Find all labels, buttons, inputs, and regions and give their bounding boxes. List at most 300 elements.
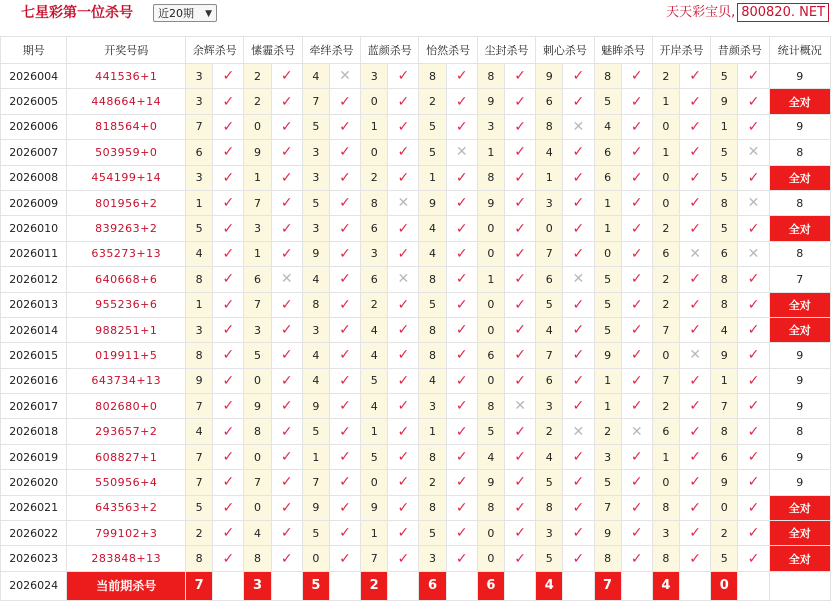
check-icon: ✓	[563, 190, 594, 215]
check-icon: ✓	[271, 419, 302, 444]
kill-number-cell: 9	[302, 394, 329, 419]
kill-number-cell: 8	[186, 546, 213, 571]
kill-number-cell: 0	[477, 241, 504, 266]
kill-number-table	[0, 36, 831, 601]
summary-cell: 8	[769, 419, 830, 444]
check-icon: ✓	[388, 470, 419, 495]
check-icon: ✓	[680, 317, 711, 342]
kill-number-cell: 8	[711, 190, 738, 215]
kill-number-cell: 3	[186, 165, 213, 190]
check-icon: ✓	[213, 343, 244, 368]
check-icon: ✓	[680, 64, 711, 89]
draw-number-cell: 643563+2	[67, 495, 186, 520]
kill-number-cell: 3	[302, 216, 329, 241]
period-cell: 2026008	[1, 165, 67, 190]
column-header: 愫霾杀号	[244, 37, 302, 64]
period-cell: 2026019	[1, 444, 67, 469]
period-cell: 2026010	[1, 216, 67, 241]
check-icon: ✓	[680, 419, 711, 444]
table-row	[1, 419, 831, 444]
kill-number-cell: 8	[419, 317, 446, 342]
kill-number-cell: 4	[536, 444, 563, 469]
kill-number-cell: 7	[302, 89, 329, 114]
kill-number-cell: 4	[594, 114, 621, 139]
check-icon: ✓	[271, 521, 302, 546]
draw-number-cell: 441536+1	[67, 64, 186, 89]
period-cell: 2026007	[1, 140, 67, 165]
check-icon: ✓	[563, 470, 594, 495]
column-header: 余辉杀号	[186, 37, 244, 64]
table-row	[1, 444, 831, 469]
kill-number-cell: 5	[361, 444, 388, 469]
draw-number-cell: 988251+1	[67, 317, 186, 342]
check-icon: ✓	[738, 343, 769, 368]
kill-number-cell: 9	[361, 495, 388, 520]
kill-number-cell: 4	[419, 368, 446, 393]
kill-number-cell: 2	[711, 521, 738, 546]
kill-number-cell: 1	[711, 114, 738, 139]
kill-number-cell: 0	[302, 546, 329, 571]
kill-number-cell: 9	[594, 343, 621, 368]
current-kill-label: 当前期杀号	[67, 571, 186, 600]
check-icon: ✓	[388, 165, 419, 190]
kill-number-cell: 7	[652, 317, 679, 342]
check-icon: ✓	[271, 64, 302, 89]
kill-number-cell: 9	[477, 190, 504, 215]
kill-number-cell: 0	[652, 190, 679, 215]
kill-number-cell: 5	[536, 546, 563, 571]
check-icon: ✓	[271, 89, 302, 114]
kill-number-cell: 6	[711, 241, 738, 266]
period-cell: 2026018	[1, 419, 67, 444]
check-icon: ✓	[563, 546, 594, 571]
draw-number-cell: 283848+13	[67, 546, 186, 571]
kill-number-cell: 5	[536, 470, 563, 495]
period-cell: 2026004	[1, 64, 67, 89]
kill-number-cell: 5	[361, 368, 388, 393]
period-select-value: 近20期	[158, 7, 194, 20]
kill-number-cell: 4	[244, 521, 271, 546]
check-icon: ✓	[738, 216, 769, 241]
summary-cell: 9	[769, 470, 830, 495]
draw-number-cell: 635273+13	[67, 241, 186, 266]
check-icon: ✓	[213, 495, 244, 520]
kill-number-cell: 2	[244, 64, 271, 89]
column-header: 昔颜杀号	[711, 37, 769, 64]
kill-number-cell: 3	[186, 317, 213, 342]
check-icon: ✓	[213, 521, 244, 546]
kill-number-cell: 0	[594, 241, 621, 266]
check-icon: ✓	[213, 470, 244, 495]
column-header: 刺心杀号	[536, 37, 594, 64]
check-icon: ✓	[388, 64, 419, 89]
kill-number-cell: 8	[711, 267, 738, 292]
summary-cell: 9	[769, 64, 830, 89]
check-icon: ✓	[446, 89, 477, 114]
column-header: 怡然杀号	[419, 37, 477, 64]
check-icon: ✓	[504, 267, 535, 292]
check-icon: ✓	[563, 343, 594, 368]
period-cell: 2026022	[1, 521, 67, 546]
kill-number-cell: 4	[361, 343, 388, 368]
kill-number-cell: 1	[361, 521, 388, 546]
kill-number-cell: 5	[302, 521, 329, 546]
draw-number-cell: 955236+6	[67, 292, 186, 317]
check-icon: ✓	[738, 165, 769, 190]
check-icon: ✓	[621, 343, 652, 368]
check-icon: ✓	[271, 394, 302, 419]
blank-cell	[563, 571, 594, 600]
check-icon: ✓	[680, 114, 711, 139]
summary-cell: 9	[769, 368, 830, 393]
check-icon: ✓	[446, 470, 477, 495]
kill-number-cell: 7	[361, 546, 388, 571]
kill-number-cell: 4	[419, 216, 446, 241]
check-icon: ✓	[271, 114, 302, 139]
kill-number-cell: 1	[594, 190, 621, 215]
kill-number-cell: 7	[186, 444, 213, 469]
kill-number-cell: 5	[419, 521, 446, 546]
check-icon: ✓	[446, 521, 477, 546]
header-row	[1, 37, 831, 64]
check-icon: ✓	[680, 394, 711, 419]
kill-number-cell: 4	[361, 317, 388, 342]
kill-number-cell: 4	[186, 419, 213, 444]
kill-number-cell: 8	[302, 292, 329, 317]
check-icon: ✓	[504, 140, 535, 165]
kill-number-cell: 5	[536, 292, 563, 317]
table-row	[1, 216, 831, 241]
check-icon: ✓	[504, 89, 535, 114]
cross-icon: ✕	[738, 241, 769, 266]
check-icon: ✓	[621, 292, 652, 317]
kill-number-cell: 1	[186, 292, 213, 317]
check-icon: ✓	[621, 495, 652, 520]
check-icon: ✓	[213, 140, 244, 165]
kill-number-cell: 3	[477, 114, 504, 139]
blank-cell	[769, 571, 830, 600]
blank-cell	[388, 571, 419, 600]
check-icon: ✓	[213, 64, 244, 89]
chevron-down-icon: ▼	[205, 9, 212, 19]
kill-number-cell: 6	[536, 368, 563, 393]
check-icon: ✓	[388, 368, 419, 393]
summary-cell: 全对	[769, 165, 830, 190]
current-kill-number: 5	[302, 571, 329, 600]
check-icon: ✓	[621, 64, 652, 89]
kill-number-cell: 0	[361, 470, 388, 495]
check-icon: ✓	[504, 521, 535, 546]
kill-number-cell: 8	[477, 64, 504, 89]
kill-number-cell: 0	[477, 368, 504, 393]
current-kill-number: 6	[419, 571, 446, 600]
kill-number-cell: 1	[361, 419, 388, 444]
check-icon: ✓	[680, 444, 711, 469]
kill-number-cell: 1	[711, 368, 738, 393]
kill-number-cell: 0	[477, 216, 504, 241]
kill-number-cell: 2	[186, 521, 213, 546]
kill-number-cell: 8	[419, 343, 446, 368]
kill-number-cell: 7	[244, 190, 271, 215]
kill-number-cell: 3	[302, 165, 329, 190]
kill-number-cell: 7	[652, 368, 679, 393]
check-icon: ✓	[563, 495, 594, 520]
table-row	[1, 368, 831, 393]
blank-cell	[446, 571, 477, 600]
check-icon: ✓	[563, 444, 594, 469]
kill-number-cell: 5	[419, 292, 446, 317]
kill-number-cell: 0	[244, 495, 271, 520]
table-row	[1, 267, 831, 292]
check-icon: ✓	[563, 165, 594, 190]
check-icon: ✓	[504, 343, 535, 368]
kill-number-cell: 3	[186, 89, 213, 114]
summary-cell: 全对	[769, 292, 830, 317]
check-icon: ✓	[388, 317, 419, 342]
table-row	[1, 343, 831, 368]
check-icon: ✓	[271, 216, 302, 241]
draw-number-cell: 839263+2	[67, 216, 186, 241]
blank-cell	[738, 571, 769, 600]
kill-number-cell: 7	[711, 394, 738, 419]
check-icon: ✓	[621, 317, 652, 342]
check-icon: ✓	[738, 394, 769, 419]
check-icon: ✓	[738, 114, 769, 139]
current-kill-number: 4	[652, 571, 679, 600]
check-icon: ✓	[504, 64, 535, 89]
check-icon: ✓	[680, 495, 711, 520]
table-row	[1, 495, 831, 520]
kill-number-cell: 8	[419, 444, 446, 469]
check-icon: ✓	[213, 546, 244, 571]
cross-icon: ✕	[621, 419, 652, 444]
period-cell: 2026021	[1, 495, 67, 520]
kill-number-cell: 4	[361, 394, 388, 419]
check-icon: ✓	[680, 292, 711, 317]
check-icon: ✓	[621, 394, 652, 419]
kill-number-cell: 1	[536, 165, 563, 190]
column-header: 统计概况	[769, 37, 830, 64]
kill-number-cell: 2	[361, 292, 388, 317]
kill-number-cell: 2	[536, 419, 563, 444]
check-icon: ✓	[388, 89, 419, 114]
kill-number-cell: 8	[419, 64, 446, 89]
check-icon: ✓	[271, 470, 302, 495]
kill-number-cell: 4	[477, 444, 504, 469]
kill-number-cell: 9	[419, 190, 446, 215]
check-icon: ✓	[621, 546, 652, 571]
check-icon: ✓	[738, 89, 769, 114]
period-select[interactable]	[153, 4, 217, 22]
kill-number-cell: 0	[477, 546, 504, 571]
check-icon: ✓	[213, 292, 244, 317]
check-icon: ✓	[271, 495, 302, 520]
kill-number-cell: 2	[652, 216, 679, 241]
period-cell: 2026017	[1, 394, 67, 419]
kill-number-cell: 8	[652, 495, 679, 520]
column-header: 蓝颜杀号	[361, 37, 419, 64]
kill-number-cell: 4	[536, 140, 563, 165]
kill-number-cell: 1	[186, 190, 213, 215]
check-icon: ✓	[563, 241, 594, 266]
check-icon: ✓	[504, 165, 535, 190]
check-icon: ✓	[388, 343, 419, 368]
check-icon: ✓	[738, 317, 769, 342]
check-icon: ✓	[213, 190, 244, 215]
cross-icon: ✕	[680, 241, 711, 266]
check-icon: ✓	[621, 114, 652, 139]
check-icon: ✓	[446, 495, 477, 520]
cross-icon: ✕	[738, 140, 769, 165]
kill-number-cell: 8	[186, 267, 213, 292]
cross-icon: ✕	[388, 267, 419, 292]
check-icon: ✓	[388, 140, 419, 165]
kill-number-cell: 5	[594, 470, 621, 495]
kill-number-cell: 0	[244, 114, 271, 139]
check-icon: ✓	[446, 368, 477, 393]
kill-number-cell: 4	[302, 343, 329, 368]
kill-number-cell: 3	[244, 317, 271, 342]
check-icon: ✓	[213, 165, 244, 190]
check-icon: ✓	[621, 368, 652, 393]
summary-cell: 全对	[769, 89, 830, 114]
kill-number-cell: 7	[536, 241, 563, 266]
check-icon: ✓	[563, 292, 594, 317]
kill-number-cell: 4	[302, 64, 329, 89]
table-row	[1, 114, 831, 139]
kill-number-cell: 0	[652, 343, 679, 368]
draw-number-cell: 818564+0	[67, 114, 186, 139]
kill-number-cell: 1	[594, 368, 621, 393]
kill-number-cell: 5	[302, 190, 329, 215]
check-icon: ✓	[446, 190, 477, 215]
check-icon: ✓	[329, 546, 360, 571]
check-icon: ✓	[563, 140, 594, 165]
kill-number-cell: 2	[419, 89, 446, 114]
check-icon: ✓	[504, 241, 535, 266]
kill-number-cell: 5	[244, 343, 271, 368]
blank-cell	[329, 571, 360, 600]
check-icon: ✓	[388, 241, 419, 266]
check-icon: ✓	[621, 216, 652, 241]
check-icon: ✓	[680, 165, 711, 190]
period-cell: 2026020	[1, 470, 67, 495]
check-icon: ✓	[329, 165, 360, 190]
kill-number-cell: 3	[419, 546, 446, 571]
kill-number-cell: 3	[186, 64, 213, 89]
check-icon: ✓	[446, 343, 477, 368]
check-icon: ✓	[680, 89, 711, 114]
draw-number-cell: 448664+14	[67, 89, 186, 114]
current-kill-number: 4	[536, 571, 563, 600]
check-icon: ✓	[504, 546, 535, 571]
kill-number-cell: 2	[594, 419, 621, 444]
check-icon: ✓	[329, 114, 360, 139]
check-icon: ✓	[329, 190, 360, 215]
draw-number-cell: 293657+2	[67, 419, 186, 444]
check-icon: ✓	[213, 419, 244, 444]
check-icon: ✓	[213, 317, 244, 342]
kill-number-cell: 1	[419, 165, 446, 190]
kill-number-cell: 0	[244, 368, 271, 393]
kill-number-cell: 9	[244, 394, 271, 419]
kill-number-cell: 5	[186, 216, 213, 241]
check-icon: ✓	[680, 521, 711, 546]
brand[interactable]	[666, 3, 829, 23]
check-icon: ✓	[738, 546, 769, 571]
kill-number-cell: 5	[711, 140, 738, 165]
kill-number-cell: 7	[186, 114, 213, 139]
kill-number-cell: 6	[652, 241, 679, 266]
kill-number-cell: 0	[536, 216, 563, 241]
check-icon: ✓	[621, 165, 652, 190]
check-icon: ✓	[504, 317, 535, 342]
draw-number-cell: 640668+6	[67, 267, 186, 292]
check-icon: ✓	[213, 114, 244, 139]
kill-number-cell: 0	[652, 470, 679, 495]
kill-number-cell: 0	[361, 89, 388, 114]
check-icon: ✓	[621, 521, 652, 546]
kill-number-cell: 5	[477, 419, 504, 444]
check-icon: ✓	[738, 368, 769, 393]
check-icon: ✓	[446, 419, 477, 444]
draw-number-cell: 503959+0	[67, 140, 186, 165]
kill-number-cell: 4	[536, 317, 563, 342]
check-icon: ✓	[738, 521, 769, 546]
check-icon: ✓	[213, 216, 244, 241]
table-row	[1, 64, 831, 89]
check-icon: ✓	[504, 216, 535, 241]
brand-text: 天天彩宝贝,	[666, 5, 736, 20]
kill-number-cell: 8	[652, 546, 679, 571]
check-icon: ✓	[680, 216, 711, 241]
check-icon: ✓	[563, 64, 594, 89]
kill-number-cell: 7	[302, 470, 329, 495]
check-icon: ✓	[504, 114, 535, 139]
kill-number-cell: 2	[652, 267, 679, 292]
kill-number-cell: 7	[244, 470, 271, 495]
check-icon: ✓	[213, 89, 244, 114]
kill-number-cell: 7	[186, 394, 213, 419]
brand-domain: 800820. NET	[737, 3, 829, 22]
blank-cell	[680, 571, 711, 600]
check-icon: ✓	[271, 292, 302, 317]
kill-number-cell: 8	[536, 114, 563, 139]
check-icon: ✓	[329, 444, 360, 469]
check-icon: ✓	[563, 216, 594, 241]
check-icon: ✓	[563, 521, 594, 546]
kill-number-cell: 7	[536, 343, 563, 368]
check-icon: ✓	[329, 521, 360, 546]
kill-number-cell: 5	[711, 546, 738, 571]
kill-number-cell: 1	[244, 165, 271, 190]
check-icon: ✓	[271, 444, 302, 469]
cross-icon: ✕	[680, 343, 711, 368]
check-icon: ✓	[621, 241, 652, 266]
kill-number-cell: 1	[652, 444, 679, 469]
check-icon: ✓	[446, 114, 477, 139]
check-icon: ✓	[271, 368, 302, 393]
kill-number-cell: 9	[477, 89, 504, 114]
kill-number-cell: 5	[711, 216, 738, 241]
kill-number-cell: 5	[419, 140, 446, 165]
check-icon: ✓	[388, 521, 419, 546]
cross-icon: ✕	[738, 190, 769, 215]
current-kill-number: 7	[594, 571, 621, 600]
check-icon: ✓	[388, 495, 419, 520]
kill-number-cell: 8	[477, 495, 504, 520]
kill-number-cell: 1	[361, 114, 388, 139]
